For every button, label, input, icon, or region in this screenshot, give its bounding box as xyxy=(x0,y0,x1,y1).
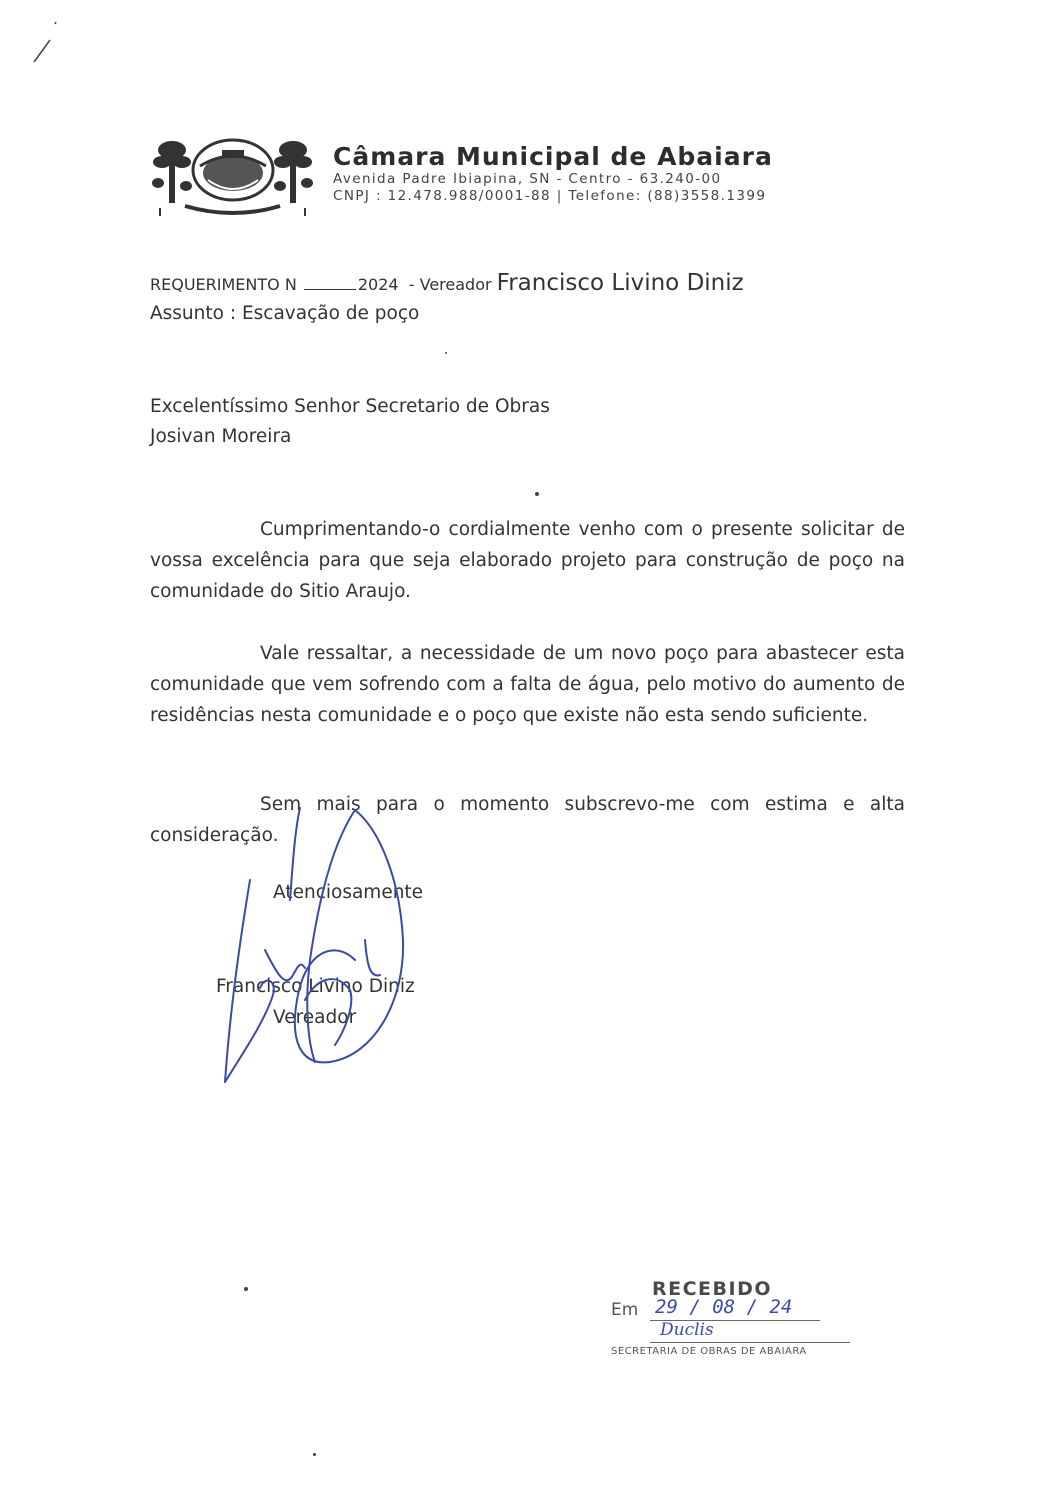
body-paragraph-2 xyxy=(150,638,905,731)
letterhead xyxy=(150,128,910,228)
body-paragraph-1 xyxy=(150,514,905,607)
stamp-em-label: Em xyxy=(611,1300,639,1320)
scan-mark-icon xyxy=(28,18,58,68)
request-number-blank xyxy=(304,275,356,290)
stamp-organization: SECRETARIA DE OBRAS DE ABAIARA xyxy=(611,1346,807,1357)
handwritten-signature xyxy=(205,800,425,1090)
scan-speck xyxy=(535,492,539,496)
closing-salutation: Atenciosamente xyxy=(273,882,424,903)
recipient-name: Josivan Moreira xyxy=(150,426,292,447)
stamp-date: 29 / 08 / 24 xyxy=(655,1296,793,1318)
body-paragraph-1-text: Cumprimentando-o cordialmente venho com o presente solicitar de vossa excelência para que seja elaborado projeto para construção de poço na comunidade do Sitio Araujo. xyxy=(150,519,905,602)
scan-speck xyxy=(313,1453,316,1456)
scan-speck xyxy=(244,1287,248,1291)
letterhead-address: Avenida Padre Ibiapina, SN - Centro - 63.240-00 xyxy=(333,171,722,187)
request-author: Francisco Livino Diniz xyxy=(496,270,744,296)
request-line xyxy=(150,270,744,296)
request-prefix: REQUERIMENTO N xyxy=(150,275,297,294)
received-stamp xyxy=(605,1278,855,1368)
request-subject: Assunto : Escavação de poço xyxy=(150,303,420,324)
letterhead-contact: CNPJ : 12.478.988/0001-88 | Telefone: (88)3558.1399 xyxy=(333,188,767,204)
stamp-rubric-line xyxy=(650,1342,850,1343)
signer-name: Francisco Livino Diniz xyxy=(216,976,415,997)
letterhead-title: Câmara Municipal de Abaiara xyxy=(333,142,773,171)
stamp-rubric: Duclis xyxy=(660,1320,714,1340)
body-paragraph-3-text: Sem mais para o momento subscrevo-me com estima e alta consideração. xyxy=(150,794,905,846)
request-role-label: - Vereador xyxy=(408,275,492,294)
letterhead-text xyxy=(333,142,903,205)
request-year: 2024 xyxy=(357,275,399,294)
municipal-crest-icon xyxy=(150,128,315,220)
scan-speck xyxy=(445,352,447,354)
body-paragraph-2-text: Vale ressaltar, a necessidade de um novo poço para abastecer esta comunidade que vem sofrendo com a falta de água, pelo motivo do aumento de residências nesta comunidade e o poço que existe não esta sendo suficiente. xyxy=(150,643,905,726)
signer-role: Vereador xyxy=(273,1007,357,1028)
recipient-title: Excelentíssimo Senhor Secretario de Obras xyxy=(150,396,550,417)
stamp-title: RECEBIDO xyxy=(652,1278,773,1300)
